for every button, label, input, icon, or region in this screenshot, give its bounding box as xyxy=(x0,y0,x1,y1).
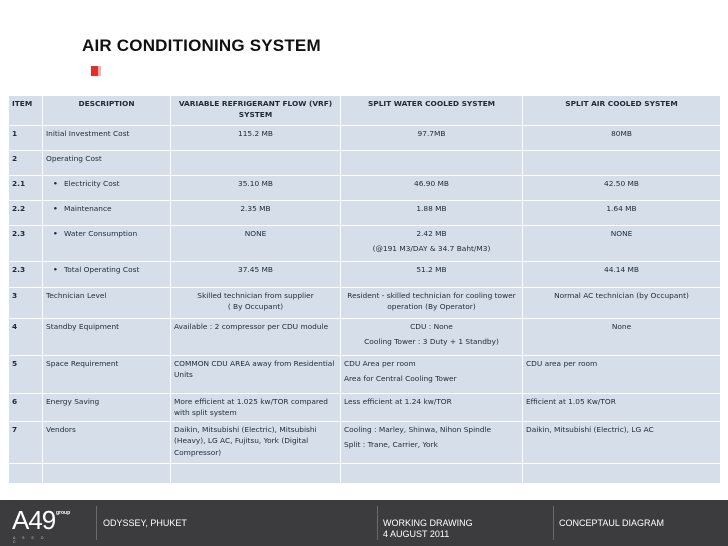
sheet-title: CONCEPTAUL DIAGRAM xyxy=(559,518,665,528)
cell-empty xyxy=(171,464,341,484)
cell-water-cooled: 1.88 MB xyxy=(341,201,523,226)
cell-air-cooled: NONE xyxy=(523,226,721,262)
cell-air-cooled: 44.14 MB xyxy=(523,262,721,288)
cell-item: 5 xyxy=(9,356,43,394)
cell-empty xyxy=(43,464,171,484)
header-air-cooled: SPLIT AIR COOLED SYSTEM xyxy=(523,96,721,126)
comparison-table xyxy=(8,95,721,484)
cell-item: 1 xyxy=(9,126,43,151)
table-row xyxy=(9,394,721,422)
footer-bar xyxy=(0,500,728,546)
footer-divider xyxy=(96,506,97,540)
table-row xyxy=(9,226,721,262)
cell-water-cooled: Less efficient at 1.24 kw/TOR xyxy=(341,394,523,422)
cell-description: • Total Operating Cost xyxy=(43,262,171,288)
cell-description: Initial Investment Cost xyxy=(43,126,171,151)
cell-empty xyxy=(523,464,721,484)
cell-water-cooled: 46.90 MB xyxy=(341,176,523,201)
cell-empty xyxy=(341,464,523,484)
table-row xyxy=(9,262,721,288)
table-row xyxy=(9,422,721,464)
header-water-cooled: SPLIT WATER COOLED SYSTEM xyxy=(341,96,523,126)
cell-item: 2.3 xyxy=(9,226,43,262)
cell-vrf: Available : 2 compressor per CDU module xyxy=(171,319,341,356)
cell-item: 7 xyxy=(9,422,43,464)
cell-air-cooled: CDU area per room xyxy=(523,356,721,394)
cell-description: Operating Cost xyxy=(43,151,171,176)
cell-item: 2.3 xyxy=(9,262,43,288)
cell-item: 2.1 xyxy=(9,176,43,201)
table-row xyxy=(9,176,721,201)
header-description: DESCRIPTION xyxy=(43,96,171,126)
table-row xyxy=(9,151,721,176)
cell-description: • Maintenance xyxy=(43,201,171,226)
cell-empty xyxy=(9,464,43,484)
cell-vrf: 2.35 MB xyxy=(171,201,341,226)
water-rate-note: (@191 M3/DAY & 34.7 Baht/M3) xyxy=(372,244,491,254)
company-logo xyxy=(12,505,71,544)
page-title: AIR CONDITIONING SYSTEM xyxy=(82,36,321,55)
cell-description: Technician Level xyxy=(43,288,171,319)
water-cooling-tower: Cooling Tower : 3 Duty + 1 Standby) xyxy=(364,337,499,347)
cell-air-cooled: 42.50 MB xyxy=(523,176,721,201)
cell-water-cooled xyxy=(341,319,523,356)
project-name: ODYSSEY, PHUKET xyxy=(103,518,187,528)
cell-description: Energy Saving xyxy=(43,394,171,422)
table-row xyxy=(9,126,721,151)
title-marker-icon xyxy=(91,66,101,76)
cell-air-cooled xyxy=(523,151,721,176)
water-split-vendors: Split : Trane, Carrier, York xyxy=(344,440,438,450)
cell-water-cooled xyxy=(341,356,523,394)
cell-description: Vendors xyxy=(43,422,171,464)
cell-item: 2.2 xyxy=(9,201,43,226)
logo-subtext: A S S O C xyxy=(13,536,47,544)
drawing-stage: WORKING DRAWING xyxy=(383,518,473,528)
cell-air-cooled: 80MB xyxy=(523,126,721,151)
water-cdu: CDU : None xyxy=(410,322,453,331)
cell-vrf: 115.2 MB xyxy=(171,126,341,151)
cell-vrf: 35.10 MB xyxy=(171,176,341,201)
cell-item: 4 xyxy=(9,319,43,356)
table-row xyxy=(9,356,721,394)
cell-air-cooled: Daikin, Mitsubishi (Electric), LG AC xyxy=(523,422,721,464)
cell-item: 3 xyxy=(9,288,43,319)
water-cost: 2.42 MB xyxy=(416,229,447,238)
water-tower-area: Area for Central Cooling Tower xyxy=(344,374,457,384)
cell-description: • Electricity Cost xyxy=(43,176,171,201)
cell-air-cooled: Efficient at 1.05 Kw/TOR xyxy=(523,394,721,422)
footer-divider xyxy=(377,506,378,540)
table-row xyxy=(9,201,721,226)
table-row xyxy=(9,288,721,319)
cell-item: 6 xyxy=(9,394,43,422)
water-cdu-area: CDU Area per room xyxy=(344,359,416,368)
table-row xyxy=(9,319,721,356)
cell-air-cooled: 1.64 MB xyxy=(523,201,721,226)
cell-item: 2 xyxy=(9,151,43,176)
cell-description: • Water Consumption xyxy=(43,226,171,262)
vrf-technician: Skilled technician from supplier xyxy=(197,291,314,300)
cell-vrf: 37.45 MB xyxy=(171,262,341,288)
header-vrf: VARIABLE REFRIGERANT FLOW (VRF) SYSTEM xyxy=(171,96,341,126)
table-empty-row xyxy=(9,464,721,484)
cell-water-cooled xyxy=(341,151,523,176)
cell-air-cooled: Normal AC technician (by Occupant) xyxy=(523,288,721,319)
cell-water-cooled xyxy=(341,422,523,464)
cell-vrf: COMMON CDU AREA away from Residential Units xyxy=(171,356,341,394)
vrf-technician-note: ( By Occupant) xyxy=(227,302,284,312)
cell-description: Space Requirement xyxy=(43,356,171,394)
logo-text: A49 xyxy=(12,505,56,535)
cell-description: Standby Equipment xyxy=(43,319,171,356)
cell-vrf: More efficient at 1.025 kw/TOR compared with split system xyxy=(171,394,341,422)
cell-water-cooled: 97.7MB xyxy=(341,126,523,151)
footer-divider xyxy=(553,506,554,540)
cell-water-cooled: Resident - skilled technician for cooling tower operation (By Operator) xyxy=(341,288,523,319)
cell-air-cooled: None xyxy=(523,319,721,356)
cell-vrf xyxy=(171,288,341,319)
logo-superscript: group xyxy=(56,510,71,516)
header-item: ITEM xyxy=(9,96,43,126)
drawing-date: 4 AUGUST 2011 xyxy=(383,529,450,539)
cell-vrf: NONE xyxy=(171,226,341,262)
cell-water-cooled: 51.2 MB xyxy=(341,262,523,288)
cell-vrf xyxy=(171,151,341,176)
cell-vrf: Daikin, Mitsubishi (Electric), Mitsubishi (Heavy), LG AC, Fujitsu, York (Digital Compressor) xyxy=(171,422,341,464)
water-cooling-vendors: Cooling : Marley, Shinwa, Nihon Spindle xyxy=(344,425,492,434)
cell-water-cooled xyxy=(341,226,523,262)
table-header-row xyxy=(9,96,721,126)
